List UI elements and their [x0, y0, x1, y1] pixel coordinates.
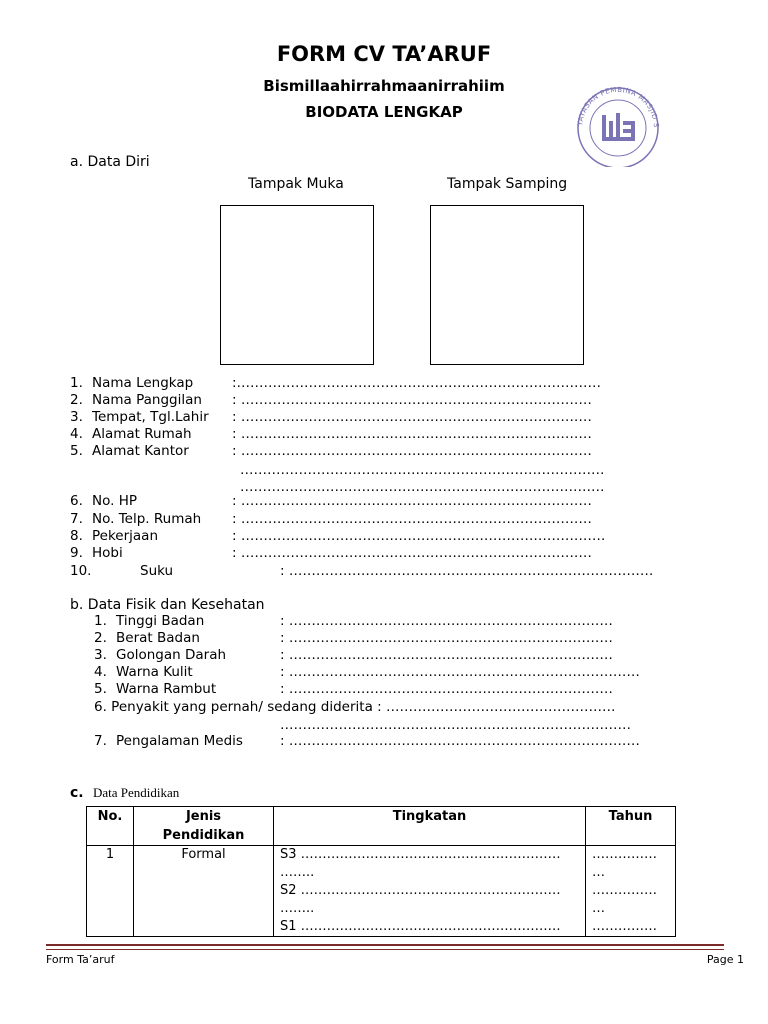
- field-penyakit-cont[interactable]: ……………………………………………………………………: [280, 717, 631, 733]
- field-no-hp: 6. No. HP : ……………………………………………………………………: [70, 493, 592, 509]
- tahun-s3-cont[interactable]: …: [592, 865, 605, 880]
- tingkatan-s2[interactable]: S2 ……………………………………………………: [280, 883, 561, 898]
- table-row: [87, 846, 676, 937]
- field-berat-badan: 2. Berat Badan : ………………………………………………………………: [94, 630, 613, 646]
- cell-no: 1: [87, 846, 134, 937]
- tahun-s2[interactable]: ……………: [592, 883, 657, 898]
- field-pekerjaan-value[interactable]: : ………………………………………………………………………: [232, 528, 606, 544]
- field-tinggi-badan: 1. Tinggi Badan : ………………………………………………………………: [94, 613, 613, 629]
- field-tempat-tgl-lahir: 3. Tempat, Tgl.Lahir : ……………………………………………………………………: [70, 409, 592, 425]
- photo-side-box[interactable]: [430, 205, 584, 365]
- field-suku: 10. Suku : ………………………………………………………………………: [70, 563, 654, 579]
- tingkatan-s2-cont[interactable]: ……..: [280, 901, 315, 916]
- field-pengalaman-medis-value[interactable]: : ……………………………………………………………………: [280, 733, 640, 749]
- photo-side-label: Tampak Samping: [447, 176, 568, 192]
- tingkatan-s1[interactable]: S1 ……………………………………………………: [280, 919, 561, 934]
- field-no-telp-rumah-value[interactable]: : ……………………………………………………………………: [232, 511, 592, 527]
- field-suku-value[interactable]: : ………………………………………………………………………: [280, 563, 654, 579]
- field-nama-panggilan-value[interactable]: : ……………………………………………………………………: [232, 392, 592, 408]
- table-header-row: [87, 807, 676, 846]
- field-alamat-kantor-value[interactable]: : ……………………………………………………………………: [232, 443, 592, 459]
- tahun-s3[interactable]: ……………: [592, 847, 657, 862]
- col-tingkatan: Tingkatan: [274, 807, 586, 846]
- education-table: [86, 806, 676, 937]
- tahun-s1[interactable]: ……………: [592, 919, 657, 934]
- field-warna-rambut-value[interactable]: : ………………………………………………………………: [280, 681, 613, 697]
- field-pengalaman-medis: 7. Pengalaman Medis : ……………………………………………………………………: [94, 733, 640, 749]
- field-berat-badan-value[interactable]: : ………………………………………………………………: [280, 630, 613, 646]
- col-tahun: Tahun: [586, 807, 676, 846]
- section-a-heading: a. Data Diri: [70, 154, 150, 170]
- bismillah-line: Bismillaahirrahmaanirrahiim: [263, 77, 505, 95]
- field-alamat-kantor: 5. Alamat Kantor : ……………………………………………………………………: [70, 443, 592, 459]
- field-golongan-darah-value[interactable]: : ………………………………………………………………: [280, 647, 613, 663]
- field-nama-panggilan: 2. Nama Panggilan : ……………………………………………………………………: [70, 392, 592, 408]
- field-no-telp-rumah: 7. No. Telp. Rumah : ……………………………………………………………………: [70, 511, 592, 527]
- tingkatan-s3-cont[interactable]: ……..: [280, 865, 315, 880]
- cell-jenis: Formal: [134, 846, 274, 937]
- footer-divider: [46, 944, 724, 950]
- tahun-s2-cont[interactable]: …: [592, 901, 605, 916]
- field-hobi: 9. Hobi : ……………………………………………………………………: [70, 545, 592, 561]
- field-tempat-tgl-lahir-value[interactable]: : ……………………………………………………………………: [232, 409, 592, 425]
- col-jenis-line1: Jenis: [185, 809, 222, 824]
- field-warna-kulit: 4. Warna Kulit : ……………………………………………………………………: [94, 664, 640, 680]
- salman-logo: [572, 85, 664, 167]
- field-alamat-rumah-value[interactable]: : ……………………………………………………………………: [232, 426, 592, 442]
- col-no: No.: [87, 807, 134, 846]
- field-pekerjaan: 8. Pekerjaan : ………………………………………………………………………: [70, 528, 606, 544]
- tingkatan-s3[interactable]: S3 ……………………………………………………: [280, 847, 561, 862]
- field-nama-lengkap-value[interactable]: :………………………………………………………………………: [232, 375, 602, 391]
- cell-tahun: [586, 846, 676, 937]
- alamat-kantor-cont-2[interactable]: ………………………………………………………………………: [240, 479, 605, 495]
- photo-front-box[interactable]: [220, 205, 374, 365]
- col-jenis-line2: Pendidikan: [162, 828, 245, 843]
- field-golongan-darah: 3. Golongan Darah : ………………………………………………………………: [94, 647, 613, 663]
- photo-front-label: Tampak Muka: [248, 176, 344, 192]
- page-title: FORM CV TA’ARUF: [276, 42, 492, 66]
- field-warna-rambut: 5. Warna Rambut : ………………………………………………………………: [94, 681, 613, 697]
- section-c-heading: Data Pendidikan: [93, 785, 180, 800]
- field-nama-lengkap: 1. Nama Lengkap :………………………………………………………………………: [70, 375, 602, 391]
- footer-page-number: Page 1: [706, 953, 744, 966]
- col-jenis: [134, 807, 274, 846]
- page-subtitle: BIODATA LENGKAP: [305, 103, 463, 121]
- field-no-hp-value[interactable]: : ……………………………………………………………………: [232, 493, 592, 509]
- alamat-kantor-cont-1[interactable]: ………………………………………………………………………: [240, 462, 605, 478]
- field-tinggi-badan-value[interactable]: : ………………………………………………………………: [280, 613, 613, 629]
- section-b-heading: b. Data Fisik dan Kesehatan: [70, 597, 265, 613]
- field-warna-kulit-value[interactable]: : ……………………………………………………………………: [280, 664, 640, 680]
- section-c-letter: c.: [70, 785, 84, 801]
- field-alamat-rumah: 4. Alamat Rumah : ……………………………………………………………………: [70, 426, 592, 442]
- footer-left: Form Ta’aruf: [46, 953, 115, 966]
- logo-text: YAYASAN PEMBINA MASJID S: [576, 85, 661, 129]
- field-penyakit[interactable]: 6. Penyakit yang pernah/ sedang diderita : ……………………………………………: [94, 699, 616, 715]
- cell-tingkatan: [274, 846, 586, 937]
- field-hobi-value[interactable]: : ……………………………………………………………………: [232, 545, 592, 561]
